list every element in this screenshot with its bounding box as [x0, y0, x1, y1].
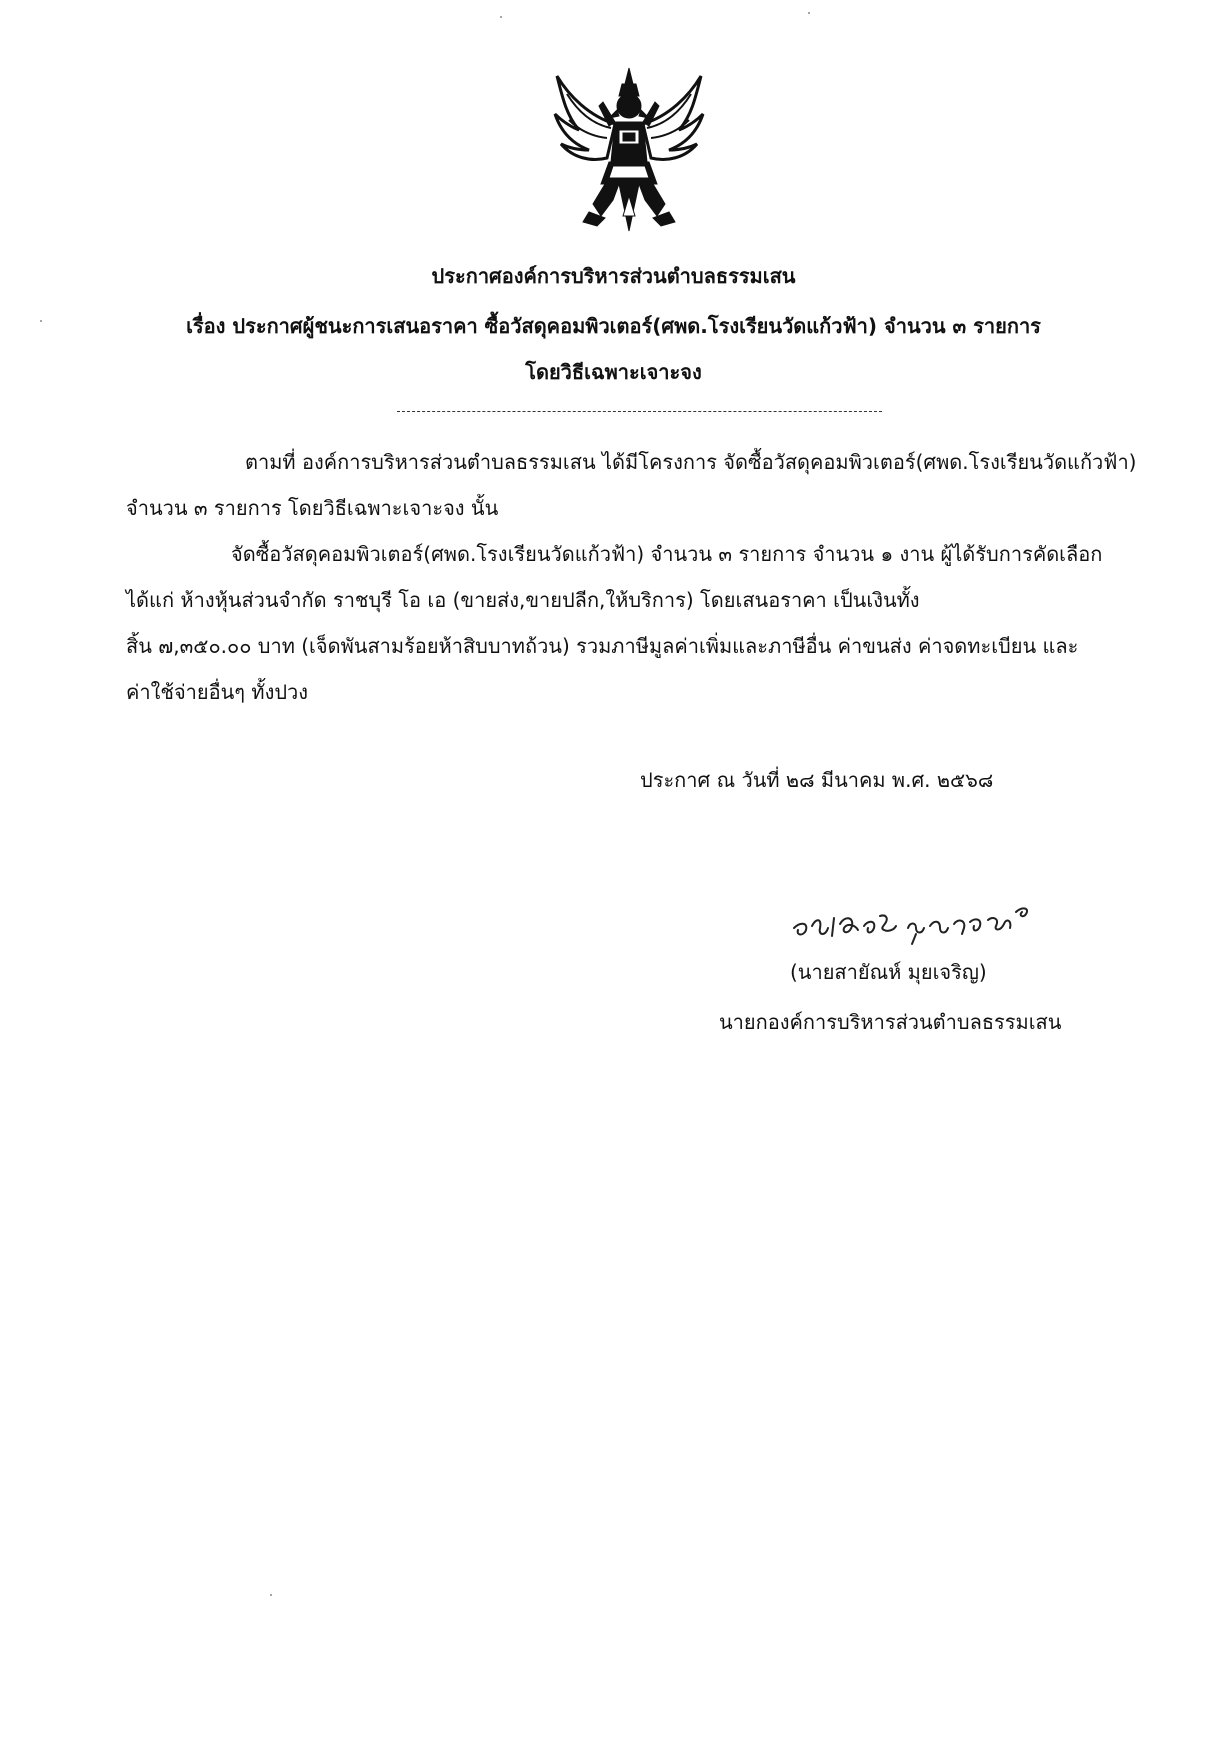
paragraph-1-line-1: ตามที่ องค์การบริหารส่วนตำบลธรรมเสน ได้มีโครงการ จัดซื้อวัสดุคอมพิวเตอร์(ศพด.โรงเรียนวัดแก้วฟ้า) [245, 450, 1137, 474]
handwritten-signature-icon [790, 888, 1050, 948]
paragraph-2-line-2: ได้แก่ ห้างหุ้นส่วนจำกัด ราชบุรี โอ เอ (ขายส่ง,ขายปลีก,ให้บริการ) โดยเสนอราคา เป็นเงินทั้ง [126, 588, 920, 612]
paragraph-2-line-4: ค่าใช้จ่ายอื่นๆ ทั้งปวง [126, 680, 309, 704]
scan-speck [40, 320, 42, 322]
document-title: ประกาศองค์การบริหารส่วนตำบลธรรมเสน [431, 264, 796, 288]
paragraph-1-line-2: จำนวน ๓ รายการ โดยวิธีเฉพาะเจาะจง นั้น [126, 496, 499, 520]
header-divider [397, 411, 882, 412]
scan-speck [270, 1594, 272, 1596]
garuda-emblem-icon [549, 66, 709, 236]
signer-name: (นายสายัณห์ มุยเจริญ) [790, 960, 987, 984]
announcement-date: ประกาศ ณ วันที่ ๒๘ มีนาคม พ.ศ. ๒๕๖๘ [640, 768, 994, 792]
document-subject-continued: โดยวิธีเฉพาะเจาะจง [525, 360, 702, 384]
document-subject: เรื่อง ประกาศผู้ชนะการเสนอราคา ซื้อวัสดุคอมพิวเตอร์(ศพด.โรงเรียนวัดแก้วฟ้า) จำนวน ๓ รายการ [186, 314, 1041, 338]
paragraph-2-line-3: สิ้น ๗,๓๕๐.๐๐ บาท (เจ็ดพันสามร้อยห้าสิบบาทถ้วน) รวมภาษีมูลค่าเพิ่มและภาษีอื่น ค่าขนส่ง ค่าจดทะเบียน และ [126, 634, 1079, 658]
paragraph-2-line-1: จัดซื้อวัสดุคอมพิวเตอร์(ศพด.โรงเรียนวัดแก้วฟ้า) จำนวน ๓ รายการ จำนวน ๑ งาน ผู้ได้รับการคัดเลือก [231, 542, 1103, 566]
signer-position: นายกองค์การบริหารส่วนตำบลธรรมเสน [719, 1010, 1062, 1034]
scan-speck [500, 16, 502, 18]
scan-speck [808, 12, 810, 14]
